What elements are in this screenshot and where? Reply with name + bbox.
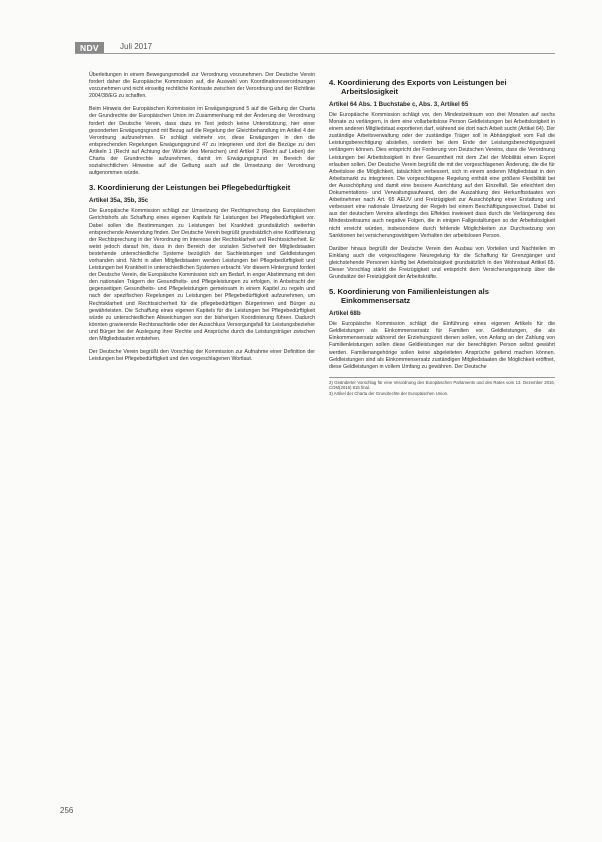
page-header [0,0,602,60]
body-paragraph: Die Europäische Kommission schlägt vor, den Mindestzeitraum von drei Monaten auf sechs Monate zu verlängern, in dem eine vollarbeitslose Person Geldleistungen bei Arbeitslosigkeit in einem anderen Mitgliedstaat exportieren darf, während sie dort nach Arbeit sucht (Artikel 64). Der zuständige Arbeitsverwaltung oder der zuständige Träger soll in Abhängigkeit vom Fall die Leistungsberechtigung abstellen, sondern bei dem Ende der Leistungsberechtigungszeit verlängern können. Dies entspricht der Forderung von Deutschen Vereins, dass die Verordnung Leistungen bei Arbeitslosigkeit in ihrer Gesamtheit mit dem Ziel der Mobilität einen Export erlauben sollen. Der Deutsche Verein begrüßt die mit der vorgeschlagenen Änderung, die die für Arbeitslose die Möglichkeit, tatsächlich verbessert, sich in einem anderen Mitgliedstaat in den Arbeitsmarkt zu integrieren. Die vorgeschlagene Regelung enthält eine größere Flexibilität bei der Ausschöpfung und damit eine bessere Ausrichtung auf den Einzelfall. Sie erleichtert den Dokumentations- und Verwaltungsaufwand, den die Auszahlung des Herkunftsstaates von Arbeitnehmer nach Art. 65 AEUV und Freizügigkeit zur Ausschöpfung einer Erstattung und verbessert eine nationale Umsetzung der Regeln bei einem Beschäftigungswechsel. Dabei ist aus der deutschen Vereins allerdings des Effektes inwieweit dass durch die Verlängerung des Mindestzeitraums auch negative Folgen, die in einigen Fallgestaltungen so der Arbeitslosigkeit nicht erreicht würden, insbesondere durch fehlende Möglichkeiten zur Durchsetzung von Sanktionen bei versicherungswidrigem Verhalten der arbeitslosen Person. [329,112,555,239]
issue-date: Juli 2017 [120,42,153,51]
footnote: 2) Geänderter Vorschlag für eine Verordnung des Europäischen Parlaments und des Rates vom 13. Dezember 2016, COM(2016) 815 final. [329,379,555,391]
footnotes [329,377,555,397]
article-subheading: Artikel 64 Abs. 1 Buchstabe c, Abs. 3, Artikel 65 [329,101,469,108]
left-column [89,72,315,369]
footnote: 3) Artikel der Charta der Grundrechte der Europäischen Union. [329,390,449,396]
body-paragraph: Überleitungen in einem Bewegungsmodell zur Verordnung vorzunehmen. Der Deutsche Verein fordert daher die Europäische Kommission auf, die Auswahl von Koordinationsverordnungen vorzunehmen und nicht einseitig rechtliche Kontraste zwischen der Verordnung und der Richtlinie 2004/38/EG zu schaffen. [89,72,315,100]
body-paragraph: Beim Hinweis der Europäischen Kommission im Erwägungsgrund 5 auf die Geltung der Charta der Grundrechte der Europäischen Union im Zusammenhang mit der Änderung der Verordnung fordert der Deutsche Verein, dass dazu im Text jedoch keine Unterstützung, hier einer gesonderten Erwägungsgrund mit Bezug auf die Regelung der Gleichbehandlung im Artikel 4 der Verordnung aufzunehmen. Er schlägt vielmehr vor, diese Erwägungen in den die entsprechenden Regelungen Erwägungsgrund 47 zu integrieren und dort die Bezüge zu den Artikeln 1 (Recht auf Achtung der Würde des Menschen) und Artikel 2 (Recht auf Leben) der Charta der Grundrechte aufzunehmen, damit im Erwägungsgrund im Bereich der sozialrechtlichen Hinweise auf die Geltung auch auf die Umsetzung der Verordnung aufgenommen würde. [89,106,315,177]
article-subheading: Artikel 35a, 35b, 35c [89,197,149,205]
journal-logo: NDV [75,42,104,54]
body-paragraph: Darüber hinaus begrüßt der Deutsche Verein den Ausbau von Vorteilen und Nachteilen im Einklang auch die vorgeschlagene Neuregelung für die Schaffung für Grenzgänger und gleichstehende Personen künftig bei Arbeitslosigkeit grundsätzlich in den Wohnstaat Artikel 65. Dieser Vorschlag stärkt die Freizügigkeit und entspricht dem Versicherungsprinzip über die Grundsätze der Freizügigkeit der Arbeitskräfte. [329,245,555,281]
right-column [329,72,555,396]
body-paragraph: Der Deutsche Verein begrüßt den Vorschlag der Kommission zur Aufnahme einer Definition der Leistungen bei Pflegebedürftigkeit und den vorgeschlagenen Wortlaut. [89,349,315,363]
page-number: 256 [60,806,74,815]
article-subheading: Artikel 68b [329,310,361,318]
header-divider [75,53,555,54]
section-heading: 3. Koordinierung der Leistungen bei Pflegebedürftigkeit [89,183,291,193]
section-heading: 5. Koordinierung von Familienleistungen als Einkommensersatz [329,287,489,306]
body-paragraph: Die Europäische Kommission schlägt die Einführung eines eigenen Artikels für die Geldleistungen als Einkommensersatz für Familien vor. Geldleistungen, die als Einkommensersatz während der Erziehungszeit dienen sollen, von Anfang an der Zahlung von Familienleistungen sollen diese Geldleistungen nur der berechtigten Person selbst gewährt werden. Familienangehörige sollen keine abgeleiteten Ansprüche geltend machen können. Geldleistungen sind als Einkommensersatz zuständigen Mitgliedstaaten die Möglichkeit eröffnet, diese Geldleistungen in vollem Umfang zu gewähren. Der Deutsche [329,321,555,370]
body-paragraph: Die Europäische Kommission schlägt zur Umsetzung der Rechtsprechung des Europäischen Gerichtshofs als Schaffung eines eigenen Kapitels für Leistungen bei Pflegebedürftigkeit vor. Dabei sollen die Bestimmungen zu Leistungen bei Krankheit grundsätzlich weiterhin entsprechende Anwendung finden. Der Deutsche Verein begrüßt grundsätzlich eine Kodifizierung der Rechtsprechung in der Verordnung im Interesse der Rechtsklarheit und Rechtssicherheit. Er weist jedoch darauf hin, dass in den Bereich der sozialen Sicherheit der Mitgliedstaaten bestehende unterschiedliche Systeme bezüglich der Sachleistungen und Geldleistungen vorhanden sind. Nicht in allen Mitgliedstaaten werden Leistungen bei Pflegebedürftigkeit und Leistungen bei Krankheit in unterschiedlichen Systemen erbracht. Vor diesem Hintergrund fordert der Deutsche Verein, die Europäische Kommission sich am Bedarf, in enger Abstimmung mit den den nationalen Trägern der Gesundheits- und Pflegeleistungen zu erfolgen, in Anbetracht der gegenseitigen Gesundheits- und Pflegeleistungen gemeinsam in einem Kapitel zu regeln und nach der spezifischen Regelungen zu Leistungen bei Pflegebedürftigkeit aufzunehmen, um Rechtsklarheit und Rechtssicherheit für die pflegebedürftigen Bürgerinnen und Bürger zu gewährleisten. Die Schaffung eines eigenen Kapitels für die Leistungen bei Pflegebedürftigkeit würde zu unterschiedlichen Abweichungen von der bisherigen Koordinierung führen. Dadurch könnten gravierende Rechtsnachteile oder der Ausschluss Versorgungsfall für Leistungsbezieher und Bürger bei der Auslegung ihrer Rechte und Ansprüche durch die Leistungsträger zwischen den Mitgliedstaaten entstehen. [89,208,315,342]
section-heading: 4. Koordinierung des Exports von Leistungen bei Arbeitslosigkeit [329,78,507,96]
